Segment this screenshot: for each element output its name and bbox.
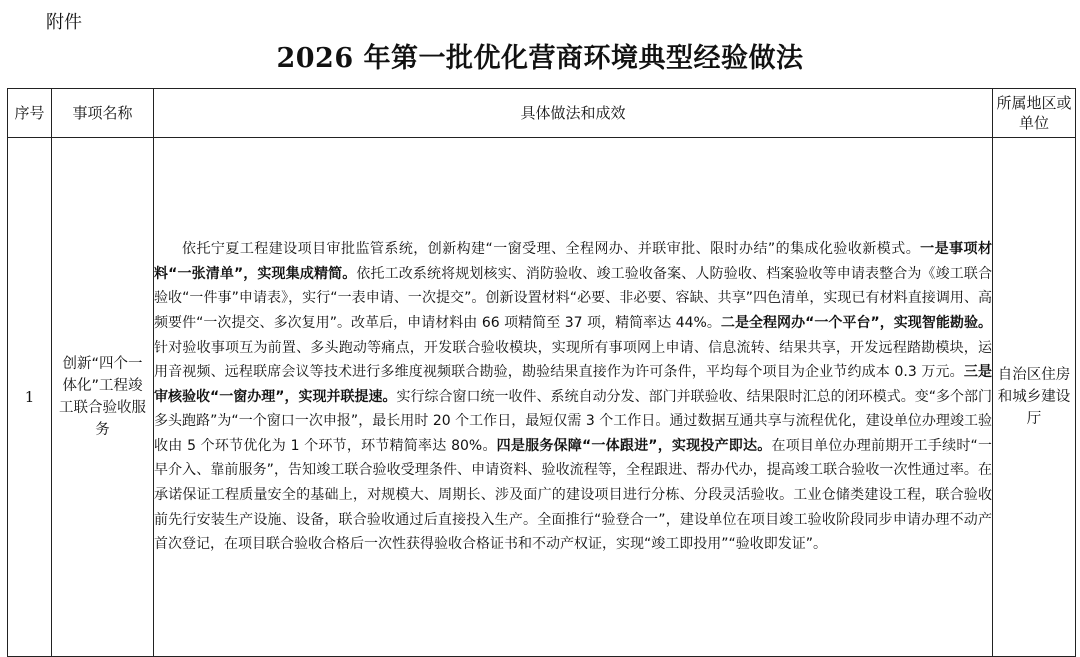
attachment-label: 附件 [46, 12, 82, 33]
description-paragraph [154, 237, 992, 557]
row-num: 1 [8, 138, 52, 657]
row-description [154, 138, 993, 657]
desc-point-1-heading: 一是事项材料“一张清单”，实现集成精简。 [154, 241, 992, 282]
header-num-text: 序号 [14, 104, 45, 122]
row-region-text: 自治区住房和城乡建设厅 [997, 367, 1071, 427]
table-header-row [8, 89, 1076, 138]
header-num [8, 89, 52, 138]
desc-point-2-body: 针对验收事项互为前置、多头跑动等痛点，开发联合验收模块，实现所有事项网上申请、信息流转、结果共享，开发远程踏勘模块，运用音视频、远程联席会议等技术进行多维度视频联合勘验，勘验结果直接作为许可条件，平均每个项目为企业节约成本 0.3 万元。 [154, 339, 992, 381]
header-region-text: 所属地区或单位 [996, 94, 1072, 132]
desc-intro: 依托宁夏工程建设项目审批监管系统，创新构建“一窗受理、全程网办、并联审批、限时办结”的集成化验收新模式。 [182, 241, 921, 258]
desc-point-2-heading: 二是全程网办“一个平台”，实现智能勘验。 [720, 314, 992, 331]
header-name: 事项名称 [52, 89, 154, 138]
row-region [993, 138, 1076, 657]
desc-point-3-heading: 三是审核验收“一窗办理”，实现并联提速。 [154, 364, 992, 405]
desc-point-4-body: 在项目单位办理前期开工手续时“一早介入、靠前服务”，告知竣工联合验收受理条件、申请资料、验收流程等，全程跟进、帮办代办，提高竣工联合验收一次性通过率。在承诺保证工程质量安全的基础上，对规模大、周期长、涉及面广的建设项目进行分栋、分段灵活验收。工业仓储类建设工程，联合验收前先行安装生产设施、设备，联合验收通过后直接投入生产。全面推行“验登合一”，建设单位在项目竣工验收阶段同步申请办理不动产首次登记，在项目联合验收合格后一次性获得验收合格证书和不动产权证，实现“竣工即投用”“验收即发证”。 [154, 437, 993, 553]
row-item-name-text: 创新“四个一体化”工程竣工联合验收服务 [59, 356, 146, 438]
desc-point-3-body: 实行综合窗口统一收件、系统自动分发、部门并联验收、结果限时汇总的闭环模式。变“多个部门多头跑路”为“一个窗口一次申报”，最长用时 20 个工作日，最短仅需 3 个工作日。通过数据互通共享与流程优化，建设单位办理竣工验收由 5 个环节优化为 1 个环节，环节精简率达 80%。 [154, 388, 992, 454]
table-row [8, 138, 1076, 657]
header-region [993, 89, 1076, 138]
practices-table [7, 88, 1076, 657]
row-item-name [52, 138, 154, 657]
desc-point-1-body: 依托工改系统将规划核实、消防验收、竣工验收备案、人防验收、档案验收等申请表整合为《竣工联合验收“一件事”申请表》，实行“一表申请、一次提交”。创新设置材料“必要、非必要、容缺、共享”四色清单，实现已有材料直接调用、高频要件“一次提交、多次复用”。改革后，申请材料由 66 项精简至 37 项，精简率达 44%。 [154, 265, 993, 331]
document-title: 2026 年第一批优化营商环境典型经验做法 [276, 43, 804, 74]
header-desc: 具体做法和成效 [154, 89, 993, 138]
desc-point-4-heading: 四是服务保障“一体跟进”，实现投产即达。 [496, 437, 772, 454]
